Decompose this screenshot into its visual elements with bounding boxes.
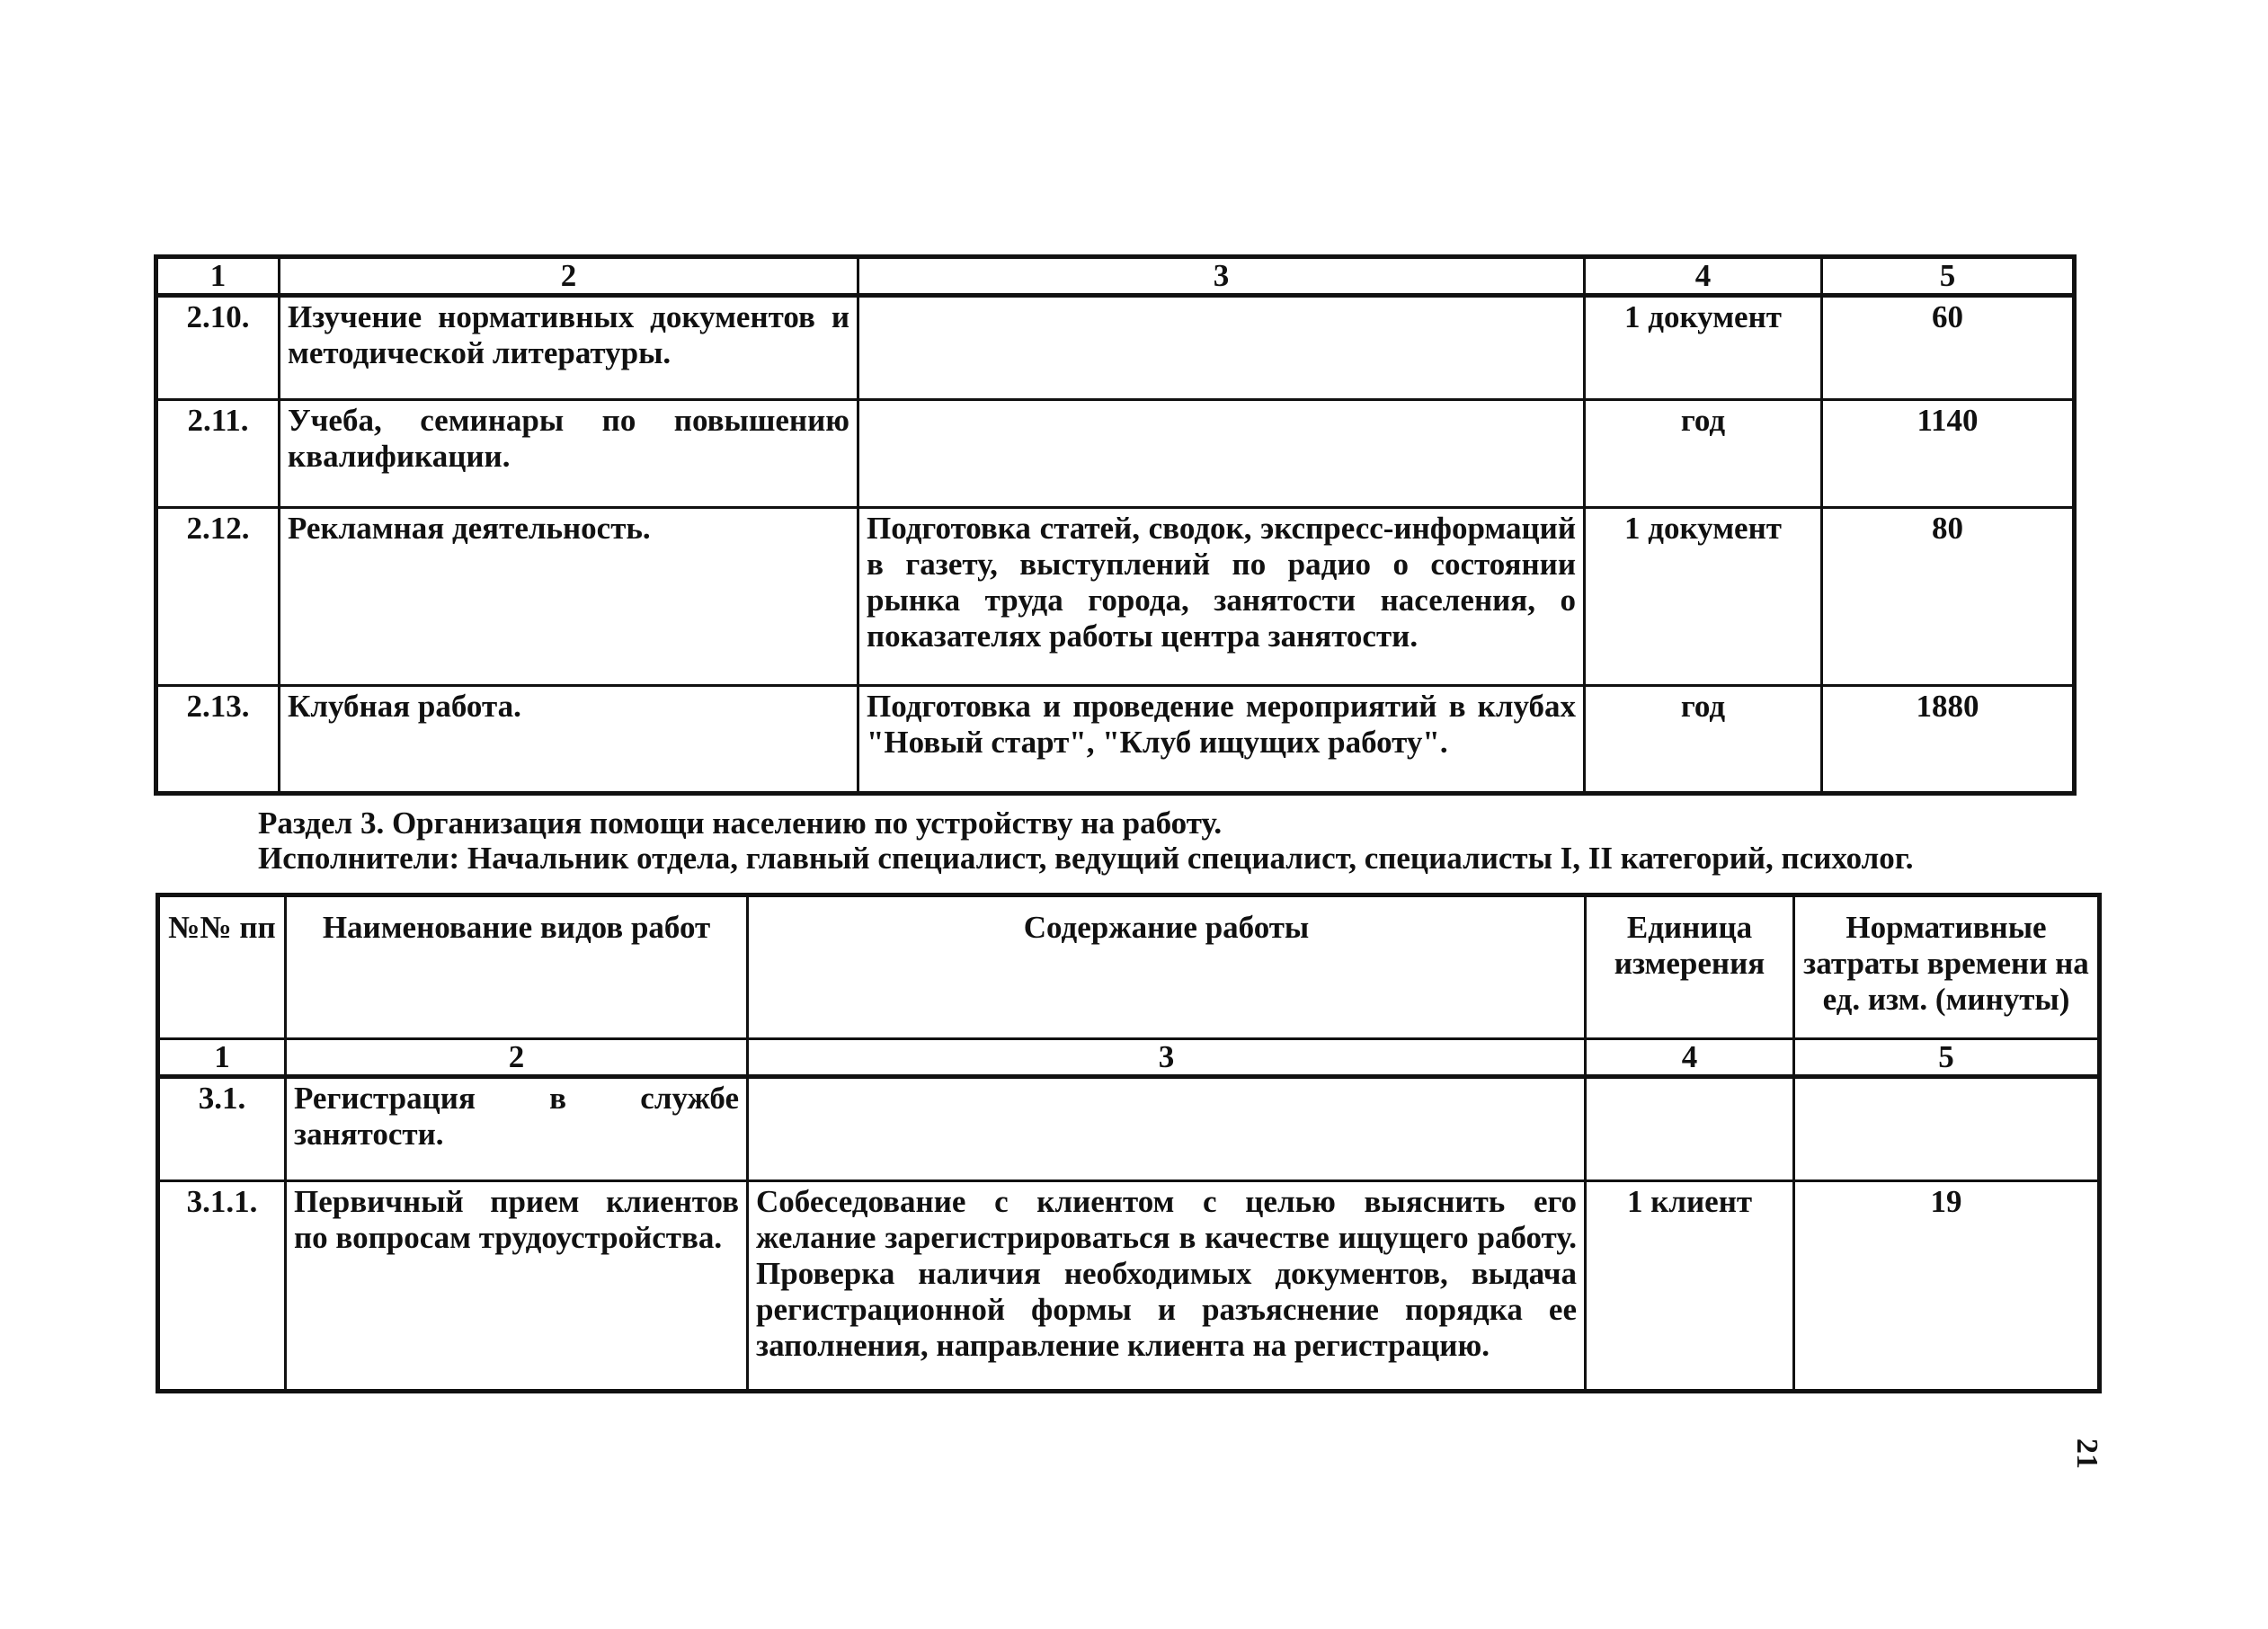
work-type-name: Регистрация в службе занятости. — [286, 1077, 748, 1181]
work-content: Подготовка статей, сводок, экспресс-информаций в газету, выступлений по радио о состоянии рынка труда города, занятости населения, о показателях работы центра занятости. — [858, 508, 1585, 686]
work-type-name: Учеба, семинары по повышению квалификации. — [280, 400, 858, 508]
header-measurement-unit: Единица измерения — [1586, 895, 1794, 1039]
time-norm: 1880 — [1822, 686, 2075, 794]
column-number-2: 2 — [286, 1039, 748, 1077]
time-norm — [1794, 1077, 2100, 1181]
column-number-row — [158, 1039, 2100, 1077]
work-type-name: Изучение нормативных документов и методической литературы. — [280, 296, 858, 400]
row-number: 3.1. — [158, 1077, 286, 1181]
column-number-5: 5 — [1822, 257, 2075, 296]
work-content — [858, 400, 1585, 508]
row-number: 2.10. — [156, 296, 280, 400]
header-row-number: №№ пп — [158, 895, 286, 1039]
column-number-1: 1 — [158, 1039, 286, 1077]
time-norm: 60 — [1822, 296, 2075, 400]
work-content: Собеседование с клиентом с целью выяснить его желание зарегистрироваться в качестве ищущего работу. Проверка наличия необходимых документов, выдача регистрационной формы и разъяснение порядка ее заполнения, направление клиента на регистрацию. — [748, 1181, 1586, 1392]
time-norm: 80 — [1822, 508, 2075, 686]
column-number-5: 5 — [1794, 1039, 2100, 1077]
time-norm: 19 — [1794, 1181, 2100, 1392]
table-row — [156, 296, 2075, 400]
measurement-unit: 1 документ — [1585, 508, 1822, 686]
column-number-4: 4 — [1586, 1039, 1794, 1077]
row-number: 3.1.1. — [158, 1181, 286, 1392]
work-type-name: Рекламная деятельность. — [280, 508, 858, 686]
work-content — [748, 1077, 1586, 1181]
column-number-3: 3 — [748, 1039, 1586, 1077]
page-number: 21 — [2070, 1438, 2103, 1469]
section-executors: Исполнители: Начальник отдела, главный специалист, ведущий специалист, специалисты I, II категорий, психолог. — [258, 841, 1914, 876]
measurement-unit: 1 документ — [1585, 296, 1822, 400]
row-number: 2.12. — [156, 508, 280, 686]
table-row — [156, 400, 2075, 508]
work-type-name: Первичный прием клиентов по вопросам трудоустройства. — [286, 1181, 748, 1392]
header-time-norm: Нормативные затраты времени на ед. изм. (минуты) — [1794, 895, 2100, 1039]
measurement-unit: год — [1585, 400, 1822, 508]
table-row — [156, 508, 2075, 686]
norms-table-section-3 — [156, 893, 2102, 1393]
header-work-content: Содержание работы — [748, 895, 1586, 1039]
column-number-1: 1 — [156, 257, 280, 296]
header-work-type-name: Наименование видов работ — [286, 895, 748, 1039]
column-number-2: 2 — [280, 257, 858, 296]
measurement-unit — [1586, 1077, 1794, 1181]
table-row — [158, 1181, 2100, 1392]
section-title: Раздел 3. Организация помощи населению по устройству на работу. — [258, 806, 1223, 841]
time-norm: 1140 — [1822, 400, 2075, 508]
table-row — [158, 1077, 2100, 1181]
measurement-unit: 1 клиент — [1586, 1181, 1794, 1392]
work-content: Подготовка и проведение мероприятий в клубах "Новый старт", "Клуб ищущих работу". — [858, 686, 1585, 794]
table-row — [156, 686, 2075, 794]
column-number-4: 4 — [1585, 257, 1822, 296]
measurement-unit: год — [1585, 686, 1822, 794]
column-number-row — [156, 257, 2075, 296]
work-type-name: Клубная работа. — [280, 686, 858, 794]
row-number: 2.11. — [156, 400, 280, 508]
row-number: 2.13. — [156, 686, 280, 794]
table-header-row — [158, 895, 2100, 1039]
norms-table-section-2 — [154, 254, 2077, 796]
column-number-3: 3 — [858, 257, 1585, 296]
work-content — [858, 296, 1585, 400]
